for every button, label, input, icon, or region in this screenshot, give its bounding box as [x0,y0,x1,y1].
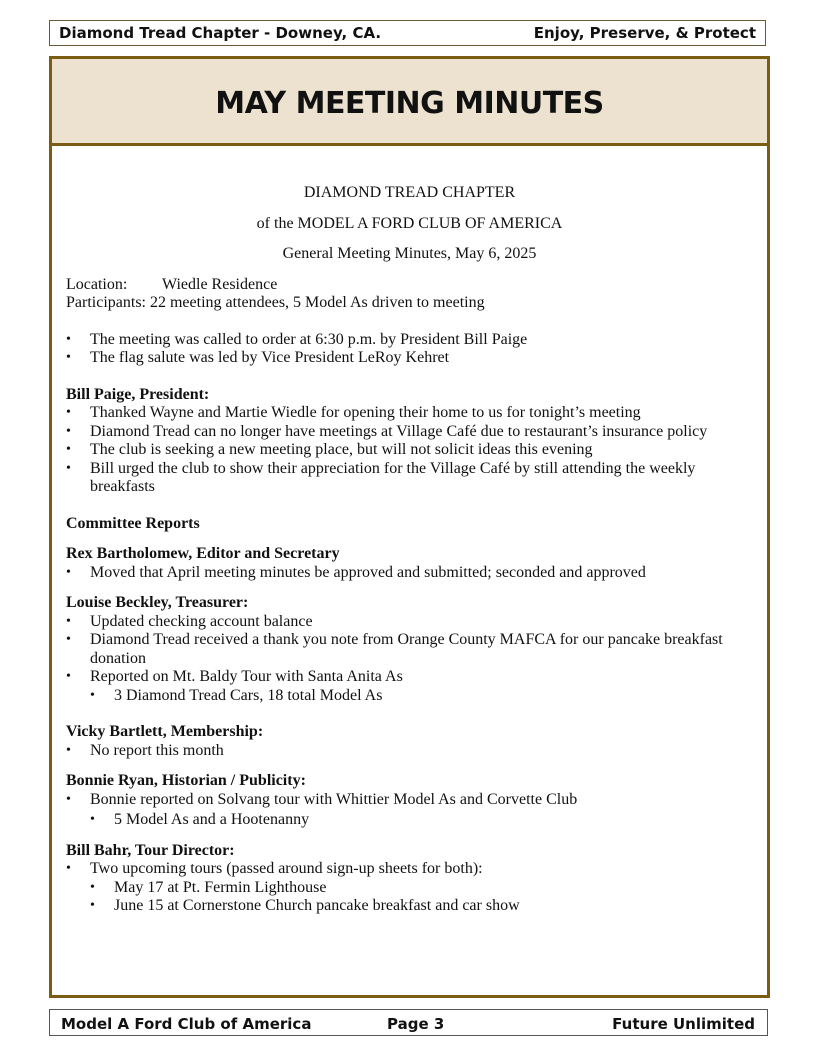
minutes-content [52,146,767,916]
list-item: • Diamond Tread can no longer have meetings at Village Café due to restaurant’s insurance policy [66,423,753,442]
list-item: • Reported on Mt. Baldy Tour with Santa Anita As [66,668,753,687]
sub-list-item: • May 17 at Pt. Fermin Lighthouse [66,879,753,898]
treasurer-heading: Louise Beckley, Treasurer: [66,594,249,611]
sub-list-item: • June 15 at Cornerstone Church pancake breakfast and car show [66,897,753,916]
list-item: • The club is seeking a new meeting place, but will not solicit ideas this evening [66,441,753,460]
page-header [49,20,766,46]
secretary-heading: Rex Bartholomew, Editor and Secretary [66,545,340,562]
list-item: • Bonnie reported on Solvang tour with Whittier Model As and Corvette Club [66,791,753,810]
club-name-line: of the MODEL A FORD CLUB OF AMERICA [256,214,563,232]
header-motto: Enjoy, Preserve, & Protect [533,24,756,42]
location-value: Wiedle Residence [162,275,278,293]
committee-reports-heading: Committee Reports [66,514,200,532]
sub-list-item: • 5 Model As and a Hootenanny [66,811,753,830]
list-item: • The meeting was called to order at 6:30 p.m. by President Bill Paige [66,331,753,350]
title-banner [52,59,767,146]
list-item: • Thanked Wayne and Martie Wiedle for opening their home to us for tonight’s meeting [66,404,753,423]
list-item: • No report this month [66,742,753,761]
list-item: • Bill urged the club to show their appreciation for the Village Café by still attending the weekly breakfasts [66,460,753,497]
list-item: • Updated checking account balance [66,613,753,632]
list-item: • Diamond Tread received a thank you note from Orange County MAFCA for our pancake breakfast donation [66,631,753,668]
list-item: • The flag salute was led by Vice President LeRoy Kehret [66,349,753,368]
page-title: MAY MEETING MINUTES [215,85,604,121]
list-item: • Two upcoming tours (passed around sign-up sheets for both): [66,860,753,879]
minutes-box [49,56,770,998]
chapter-name-line: DIAMOND TREAD CHAPTER [303,184,516,201]
president-list [66,404,753,497]
historian-heading: Bonnie Ryan, Historian / Publicity: [66,772,306,789]
president-heading: Bill Paige, President: [66,385,210,403]
location-line [66,276,753,295]
list-item: • Moved that April meeting minutes be approved and submitted; seconded and approved [66,564,753,583]
historian-list [66,791,753,830]
location-label: Location: [66,275,128,293]
participants-line: Participants: 22 meeting attendees, 5 Model As driven to meeting [66,294,485,311]
page-number: Page 3 [387,1015,445,1033]
sub-list-item: • 3 Diamond Tread Cars, 18 total Model As [66,687,753,706]
treasurer-list [66,613,753,706]
opening-list [66,331,753,368]
minutes-date-line: General Meeting Minutes, May 6, 2025 [282,245,537,262]
tour-list [66,860,753,916]
footer-club-name: Model A Ford Club of America [61,1015,312,1033]
membership-heading: Vicky Bartlett, Membership: [66,723,264,740]
header-chapter-name: Diamond Tread Chapter - Downey, CA. [59,24,382,42]
tour-director-heading: Bill Bahr, Tour Director: [66,841,235,859]
page-footer [49,1009,768,1036]
membership-list [66,742,753,761]
secretary-list [66,564,753,583]
footer-tagline: Future Unlimited [612,1015,755,1033]
